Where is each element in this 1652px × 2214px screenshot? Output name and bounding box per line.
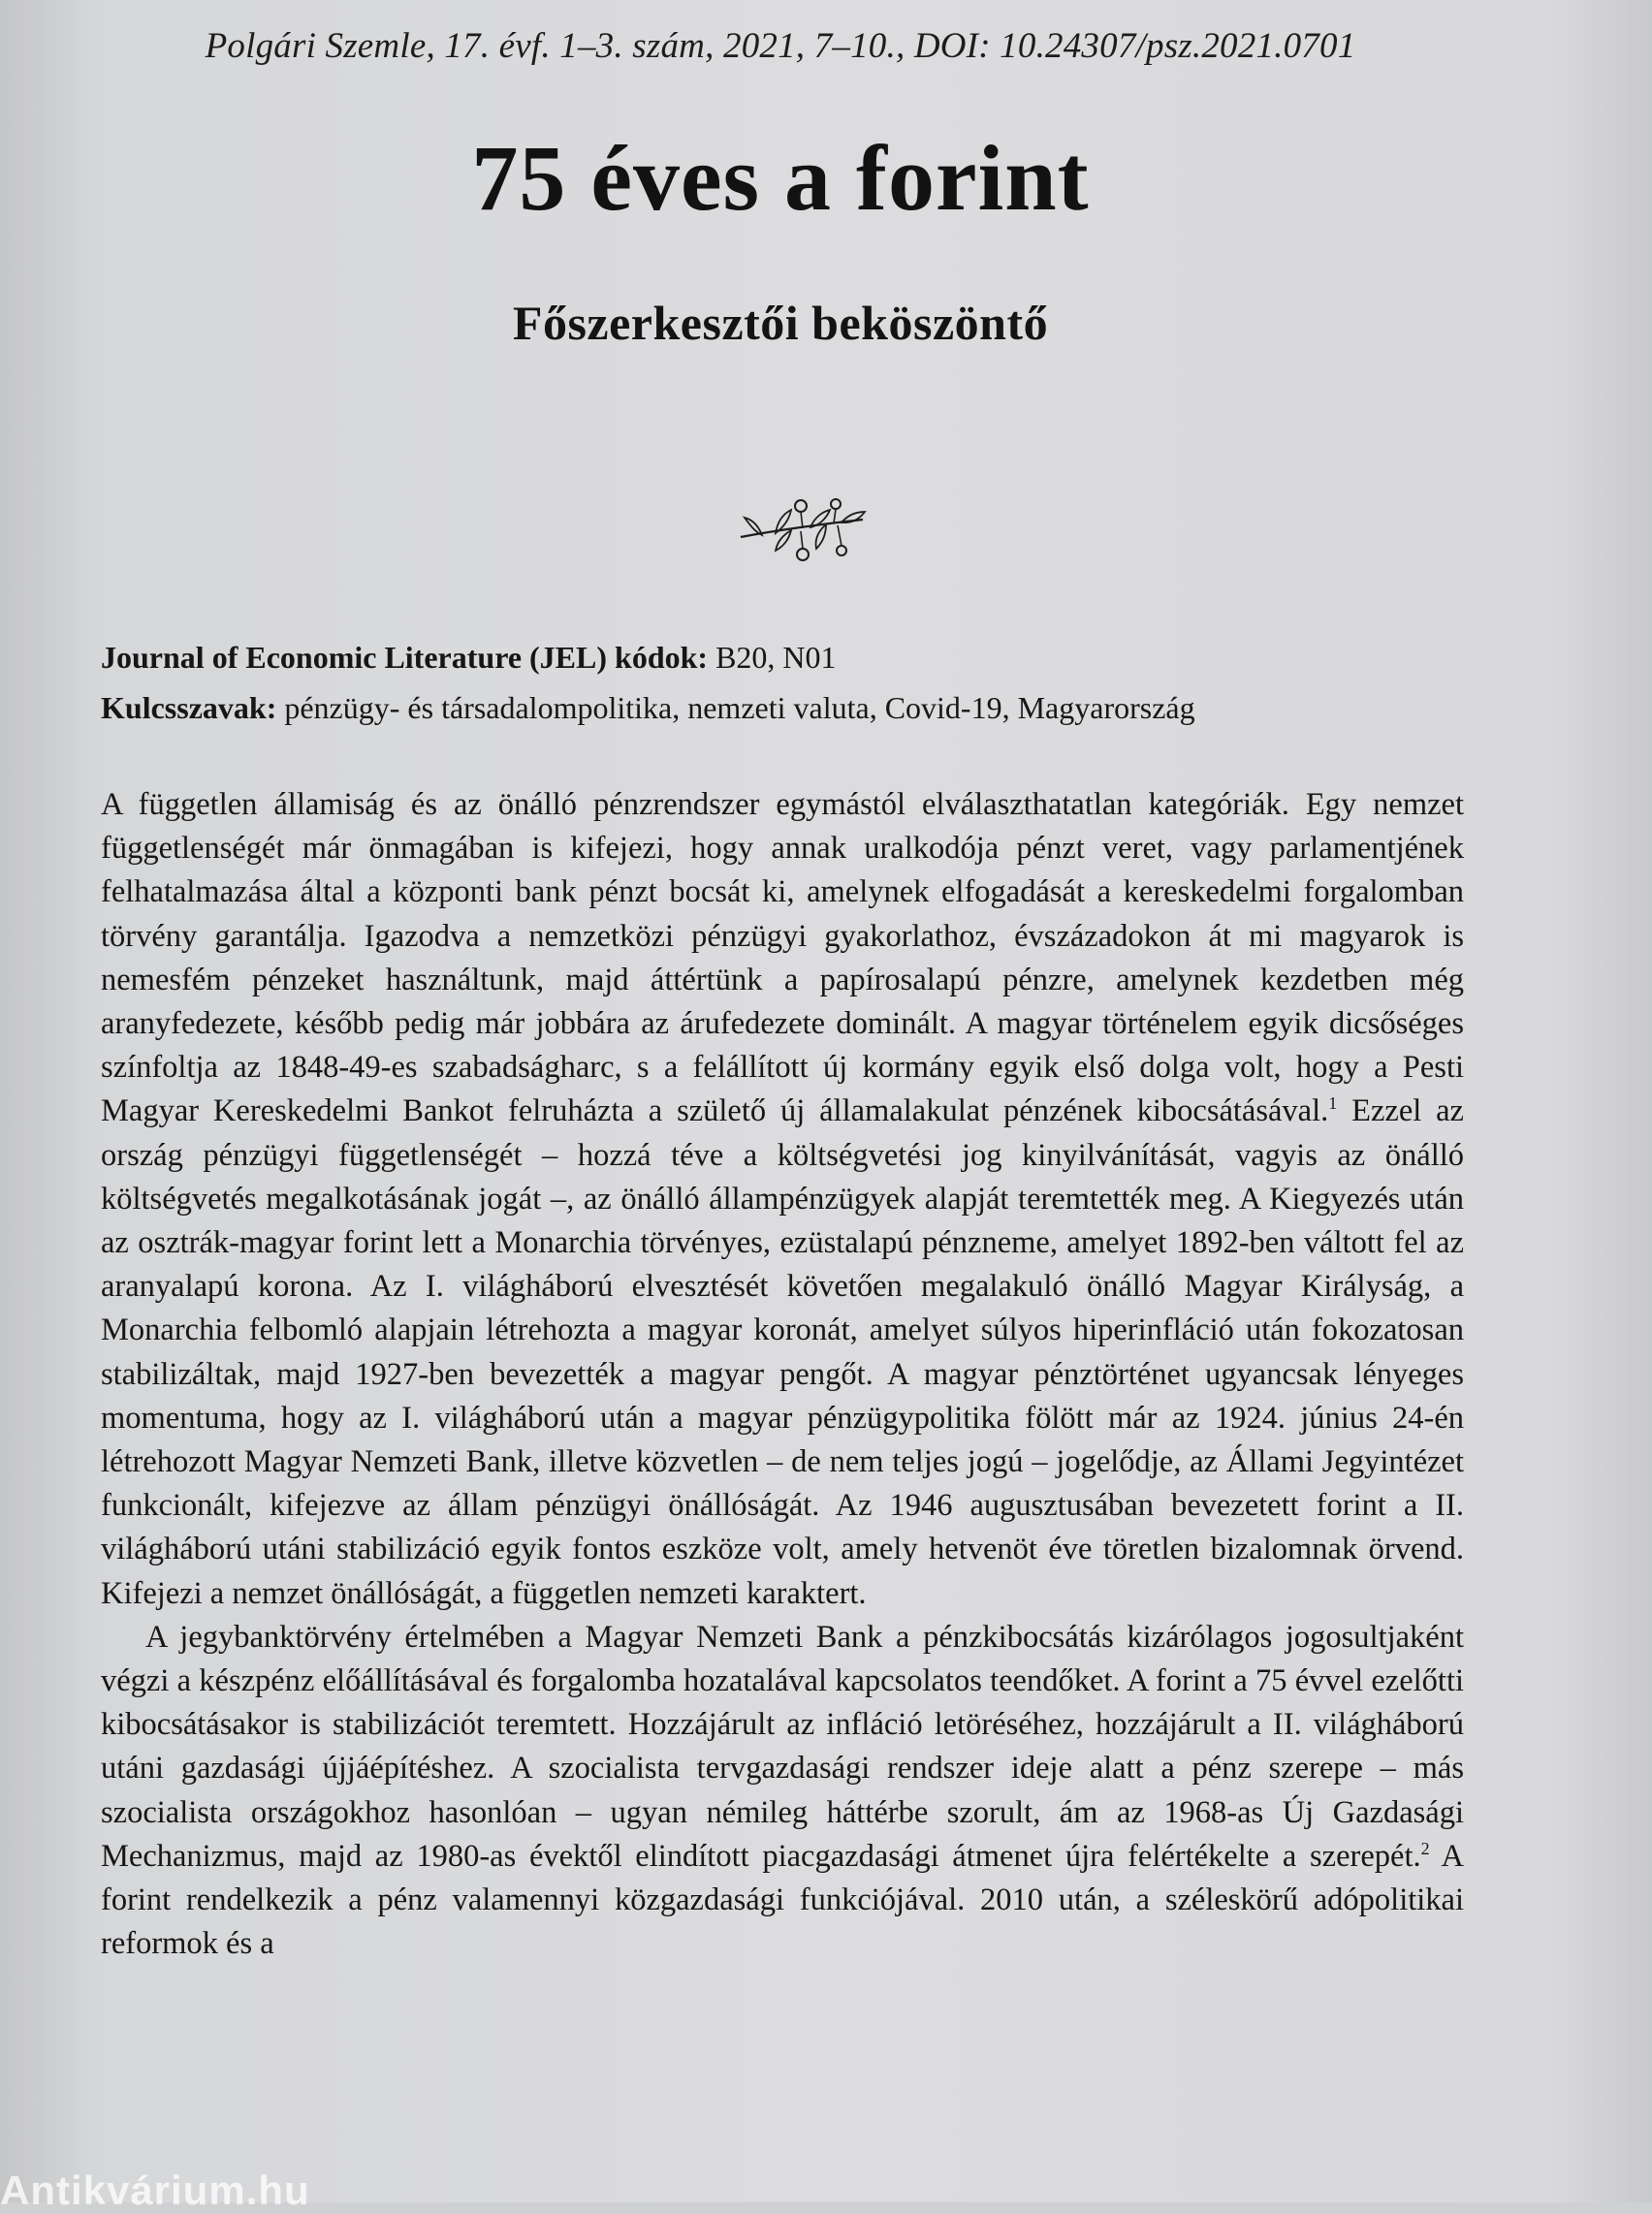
- jel-codes-line: [101, 640, 1458, 676]
- watermark: Antikvárium.hu: [0, 2167, 310, 2213]
- article-title: 75 éves a forint: [471, 126, 1090, 230]
- keywords-label: Kulcsszavak:: [101, 690, 277, 725]
- keywords-value: pénzügy- és társadalompolitika, nemzeti valuta, Covid-19, Magyarország: [284, 690, 1195, 725]
- jel-label: Journal of Economic Literature (JEL) kódok:: [101, 640, 709, 675]
- footnote-ref-1[interactable]: 1: [1328, 1093, 1338, 1114]
- paragraph-2-part-a: A jegybanktörvény értelmében a Magyar Nemzeti Bank a pénzkibocsátás kizárólagos jogosultjaként végzi a készpénz előállításával és forgalomba hozatalával kapcsolatos teendőket. A forint a 75 évvel ezelőtti kibocsátásakor is stabilizációt teremtett. Hozzájárult az infláció letöréséhez, hozzájárult a II. világháború utáni gazdasági újjáépítéshez. A szocialista tervgazdasági rendszer ideje alatt a pénz szerepe – más szocialista országokhoz hasonlóan – ugyan némileg háttérbe szorult, ám az 1968-as Új Gazdasági Mechanizmus, majd az 1980-as évektől elindított piacgazdasági átmenet újra felértékelte a szerepét.: [101, 1619, 1464, 1874]
- running-head: Polgári Szemle, 17. évf. 1–3. szám, 2021, 7–10., DOI: 10.24307/psz.2021.0701: [205, 26, 1356, 66]
- paragraph-1-part-a: A független államiság és az önálló pénzrendszer egymástól elválaszthatatlan kategóriák. Egy nemzet függetlenségét már önmagában is kifejezi, hogy annak uralkodója pénzt veret, vagy parlamentjének felhatalmazása által a központi bank pénzt bocsát ki, amelynek elfogadását a kereskedelmi forgalomban törvény garantálja. Igazodva a nemzetközi pénzügyi gyakorlathoz, évszázadokon át mi magyarok is nemesfém pénzeket használtunk, majd áttértünk a papírosalapú pénzre, amelynek kezdetben még aranyfedezete, később pedig már jobbára az árufedezete dominált. A magyar történelem egyik dicsőséges színfoltja az 1848-49-es szabadságharc, s a felállított új kormány egyik első dolga volt, hogy a Pesti Magyar Kereskedelmi Bankot felruházta a születő új államalakulat pénzének kibocsátásával.: [101, 787, 1464, 1129]
- jel-codes: B20, N01: [715, 640, 837, 675]
- floral-ornament-icon: [733, 496, 871, 566]
- article-subtitle: Főszerkesztői beköszöntő: [512, 296, 1049, 350]
- footnote-ref-2[interactable]: 2: [1420, 1839, 1430, 1859]
- paragraph-1-part-b: Ezzel az ország pénzügyi függetlenségét – hozzá téve a költségvetési jog kinyilvánítását, vagyis az önálló költségvetés megalkotásának jogát –, az önálló állampénzügyek alapját teremtették meg. A Kiegyezés után az osztrák-magyar forint lett a Monarchia törvényes, ezüstalapú pénzneme, amelyet 1892-ben váltott fel az aranyalapú korona. Az I. világháború elvesztését követően megalakuló önálló Magyar Királyság, a Monarchia felbomló alapjain létrehozta a magyar koronát, amelyet súlyos hiperinfláció után fokozatosan stabilizáltak, majd 1927-ben bevezették a magyar pengőt. A magyar pénztörténet ugyancsak lényeges momentuma, hogy az I. világháború után a magyar pénzügypolitika fölött már az 1924. június 24-én létrehozott Magyar Nemzeti Bank, illetve közvetlen – de nem teljes jogú – jogelődje, az Állami Jegyintézet funkcionált, kifejezve az állam pénzügyi önállóságát. Az 1946 augusztusában bevezetett forint a II. világháború utáni stabilizáció egyik fontos eszköze volt, amely hetvenöt éve töretlen bizalomnak örvend. Kifejezi a nemzet önállóságát, a független nemzeti karaktert.: [101, 1093, 1464, 1611]
- keywords-line: [101, 690, 1458, 726]
- paragraph-2: [101, 1616, 1464, 1967]
- paragraph-1: [101, 783, 1464, 1616]
- article-body: [101, 783, 1464, 1966]
- paragraph-2-part-b: A forint rendelkezik a pénz valamennyi közgazdasági funkciójával. 2010 után, a széleskörű adópolitikai reformok és a: [101, 1838, 1464, 1962]
